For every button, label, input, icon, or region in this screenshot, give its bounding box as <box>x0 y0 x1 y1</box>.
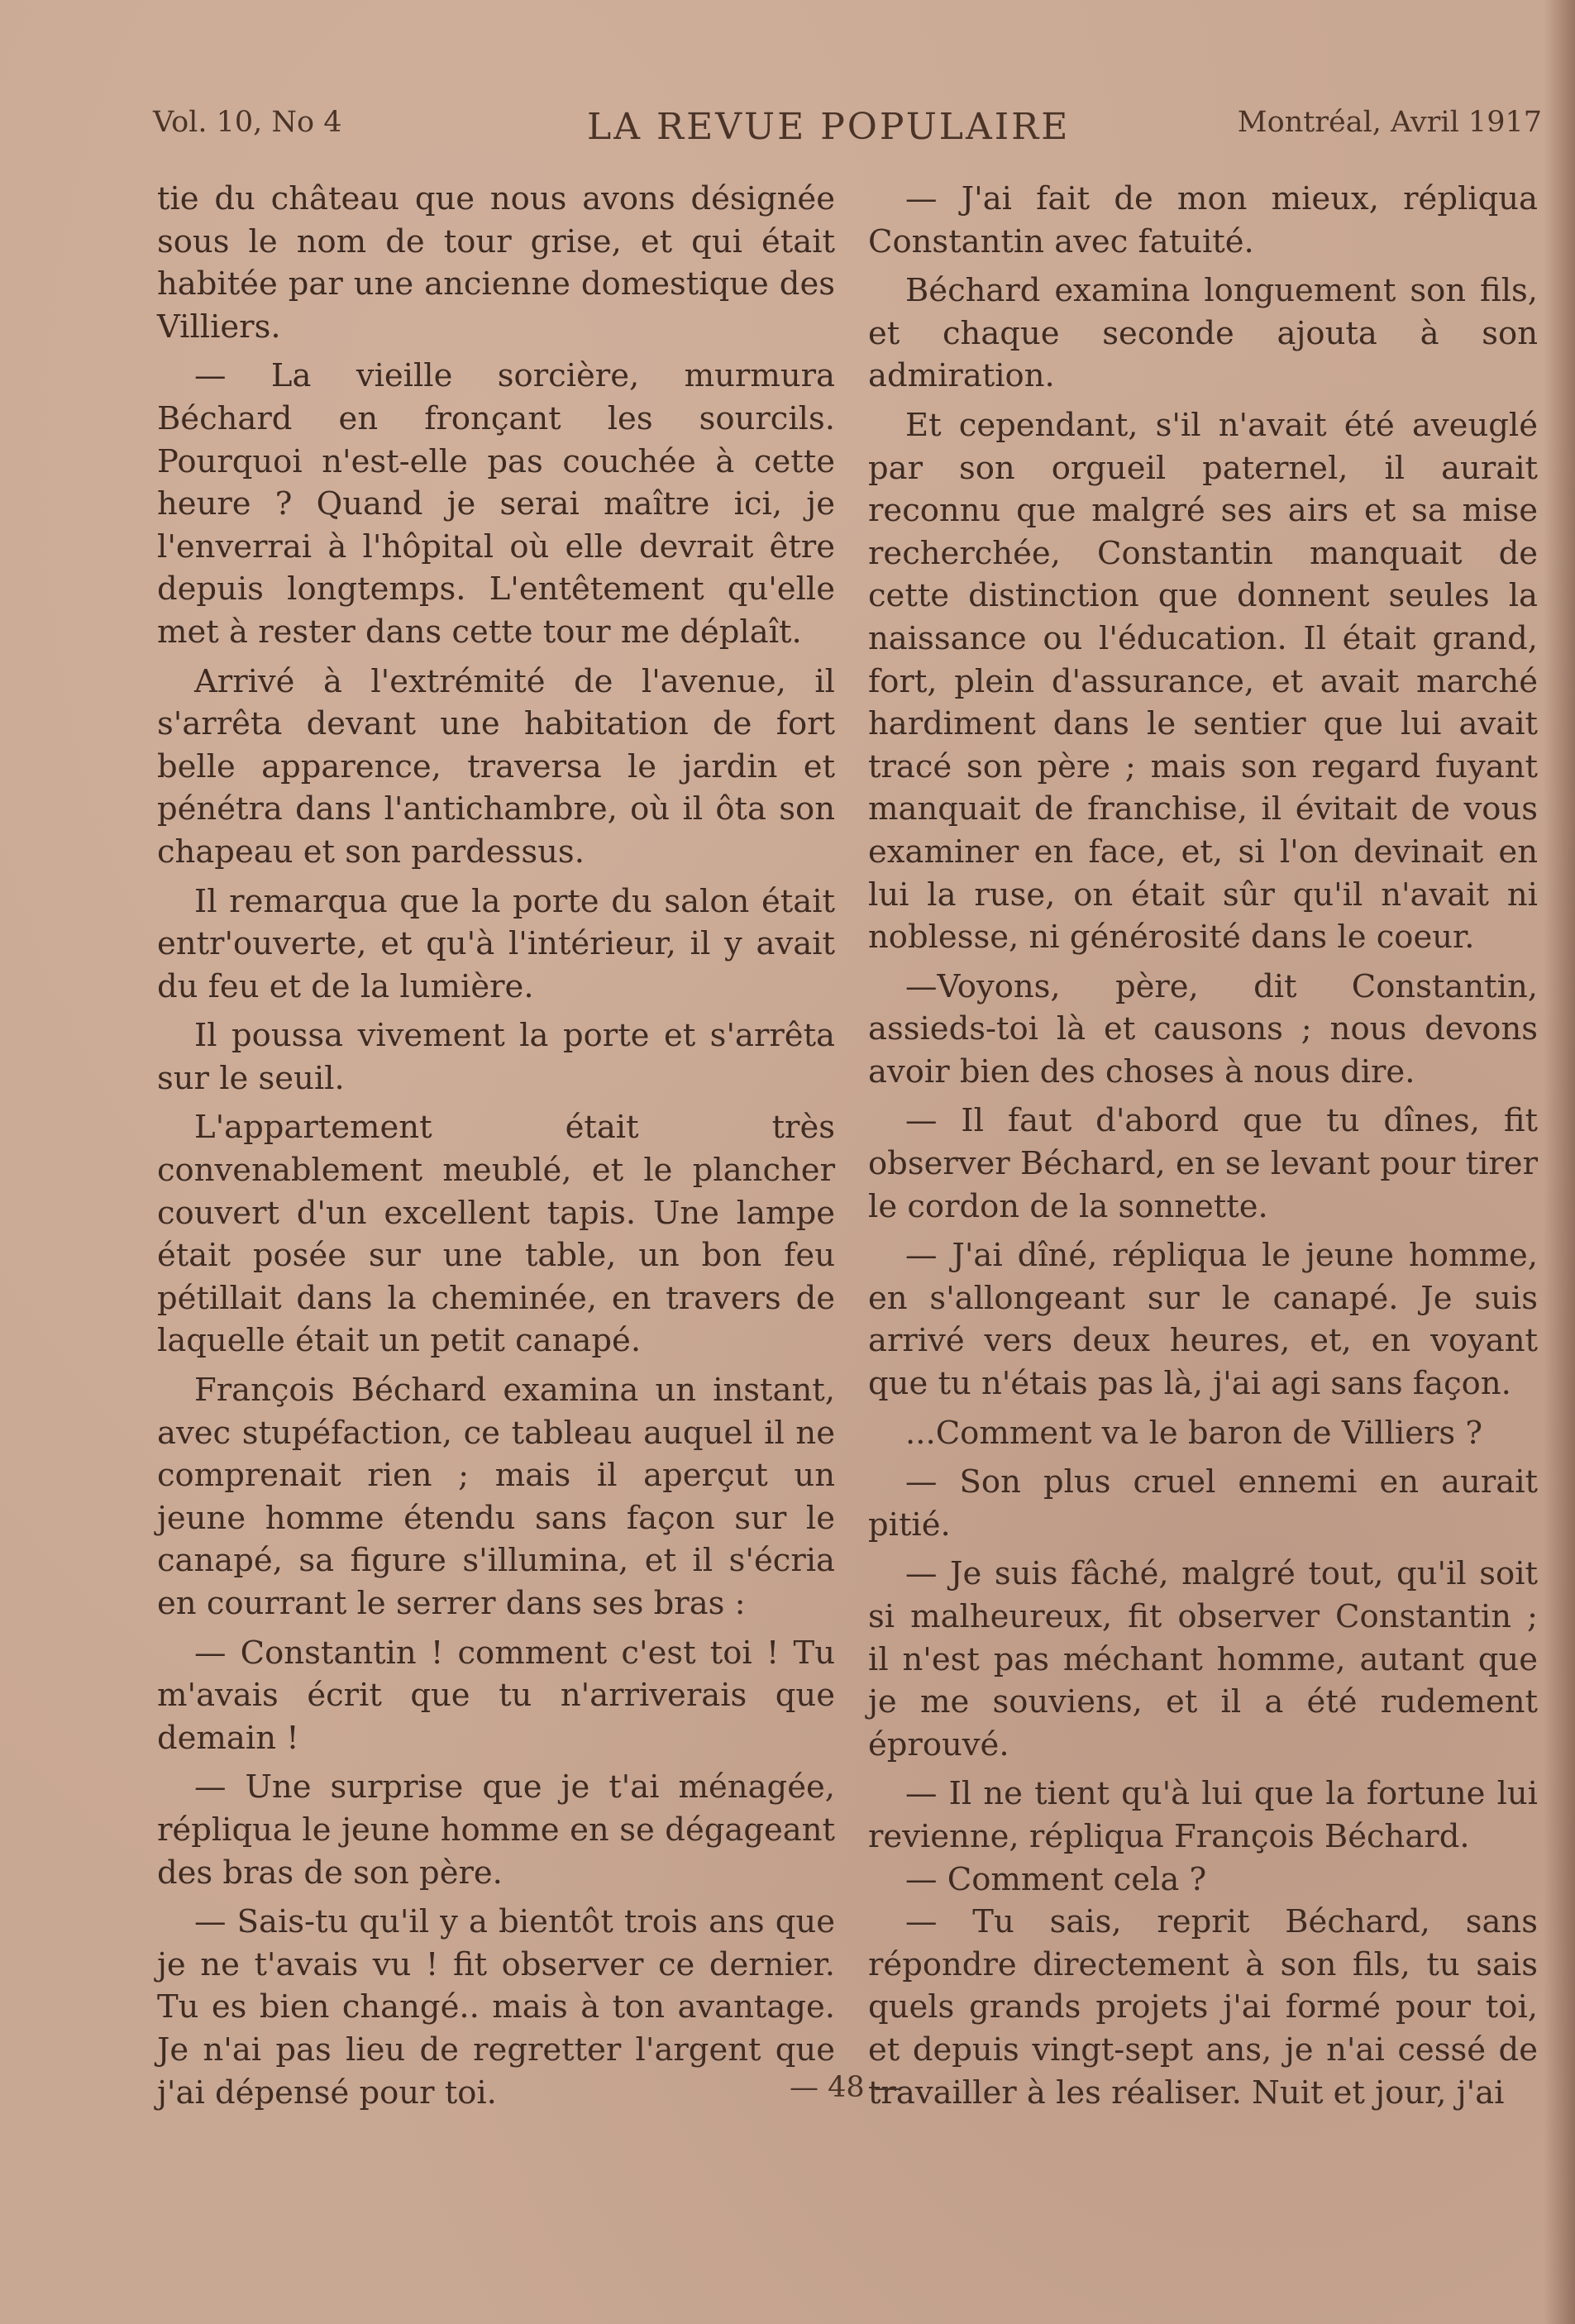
paragraph: — Je suis fâché, malgré tout, qu'il soit si malheureux, fit observer Constantin ; il n'est pas méchant homme, autant que je me souviens, et il a été rudement éprouvé. <box>868 1555 1538 1763</box>
paragraph: — J'ai fait de mon mieux, répliqua Constantin avec fatuité. <box>868 180 1538 260</box>
publication-title: LA REVUE POPULAIRE <box>587 106 1071 148</box>
paragraph: — Il ne tient qu'à lui que la fortune lui revienne, répliqua François Béchard. <box>868 1775 1538 1855</box>
paragraph: Et cependant, s'il n'avait été aveuglé par son orgueil paternel, il aurait reconnu que malgré ses airs et sa mise recherchée, Constantin manquait de cette distinction que donnent seules la naissance ou l'éducation. Il était grand, fort, plein d'assurance, et avait marché hardiment dans le sentier que lui avait tracé son père ; mais son regard fuyant manquait de franchise, il évitait de vous examiner en face, et, si l'on devinait en lui la ruse, on était sûr qu'il n'avait ni noblesse, ni générosité dans le coeur. <box>868 406 1538 957</box>
running-header <box>153 106 1542 155</box>
paragraph: — Constantin ! comment c'est toi ! Tu m'avais écrit que tu n'arriverais que demain ! <box>157 1634 835 1757</box>
paragraph: ...Comment va le baron de Villiers ? <box>905 1414 1483 1452</box>
paragraph: — La vieille sorcière, murmura Béchard en fronçant les sourcils. Pourquoi n'est-elle pas couchée à cette heure ? Quand je serai maître ici, je l'enverrai à l'hôpital où elle devrait être depuis longtemps. L'entêtement qu'elle met à rester dans cette tour me déplaît. <box>157 357 835 651</box>
paragraph: Béchard examina longuement son fils, et chaque seconde ajouta à son admiration. <box>868 272 1538 395</box>
paragraph: — Une surprise que je t'ai ménagée, répliqua le jeune homme en se dégageant des bras de son père. <box>157 1768 835 1892</box>
right-column <box>868 178 1538 2114</box>
page-edge-shadow <box>1544 0 1575 2324</box>
paragraph: — Tu sais, reprit Béchard, sans répondre directement à son fils, tu sais quels grands projets j'ai formé pour toi, et depuis vingt-sept ans, je n'ai cessé de travailler à les réaliser. Nuit et jour, j'ai <box>868 1903 1538 2112</box>
paragraph: — Sais-tu qu'il y a bientôt trois ans que je ne t'avais vu ! fit observer ce dernier. Tu es bien changé.. mais à ton avantage. Je n'ai pas lieu de regretter l'argent que j'ai dépensé pour toi. <box>157 1903 835 2112</box>
paragraph: Arrivé à l'extrémité de l'avenue, il s'arrêta devant une habitation de fort belle apparence, traversa le jardin et pénétra dans l'antichambre, où il ôta son chapeau et son pardessus. <box>157 662 835 871</box>
paragraph: L'appartement était très convenablement meublé, et le plancher couvert d'un excellent tapis. Une lampe était posée sur une table, un bon feu pétillait dans la cheminée, en travers de laquelle était un petit canapé. <box>157 1109 835 1360</box>
paragraph: Il remarqua que la porte du salon était entr'ouverte, et qu'à l'intérieur, il y avait du feu et de la lumière. <box>157 882 835 1005</box>
paragraph: — Son plus cruel ennemi en aurait pitié. <box>868 1463 1538 1544</box>
paragraph: Il poussa vivement la porte et s'arrêta sur le seuil. <box>157 1017 835 1097</box>
page-number: — 48 — <box>790 2071 903 2104</box>
paragraph: — Il faut d'abord que tu dînes, fit observer Béchard, en se levant pour tirer le cordon de la sonnette. <box>868 1102 1538 1225</box>
issue-date: Montréal, Avril 1917 <box>1237 106 1542 139</box>
left-column <box>157 178 835 2114</box>
paragraph: — J'ai dîné, répliqua le jeune homme, en s'allongeant sur le canapé. Je suis arrivé vers deux heures, et, en voyant que tu n'étais pas là, j'ai agi sans façon. <box>868 1237 1538 1403</box>
volume-number: Vol. 10, No 4 <box>153 106 342 139</box>
paragraph: — Comment cela ? <box>905 1860 1207 1898</box>
paragraph: tie du château que nous avons désignée sous le nom de tour grise, et qui était habitée par une ancienne domestique des Villiers. <box>157 180 835 346</box>
paragraph: François Béchard examina un instant, avec stupéfaction, ce tableau auquel il ne comprenait rien ; mais il aperçut un jeune homme étendu sans façon sur le canapé, sa figure s'illumina, et il s'écria en courrant le serrer dans ses bras : <box>157 1372 835 1622</box>
paragraph: —Voyons, père, dit Constantin, assieds-toi là et causons ; nous devons avoir bien des choses à nous dire. <box>868 967 1538 1090</box>
